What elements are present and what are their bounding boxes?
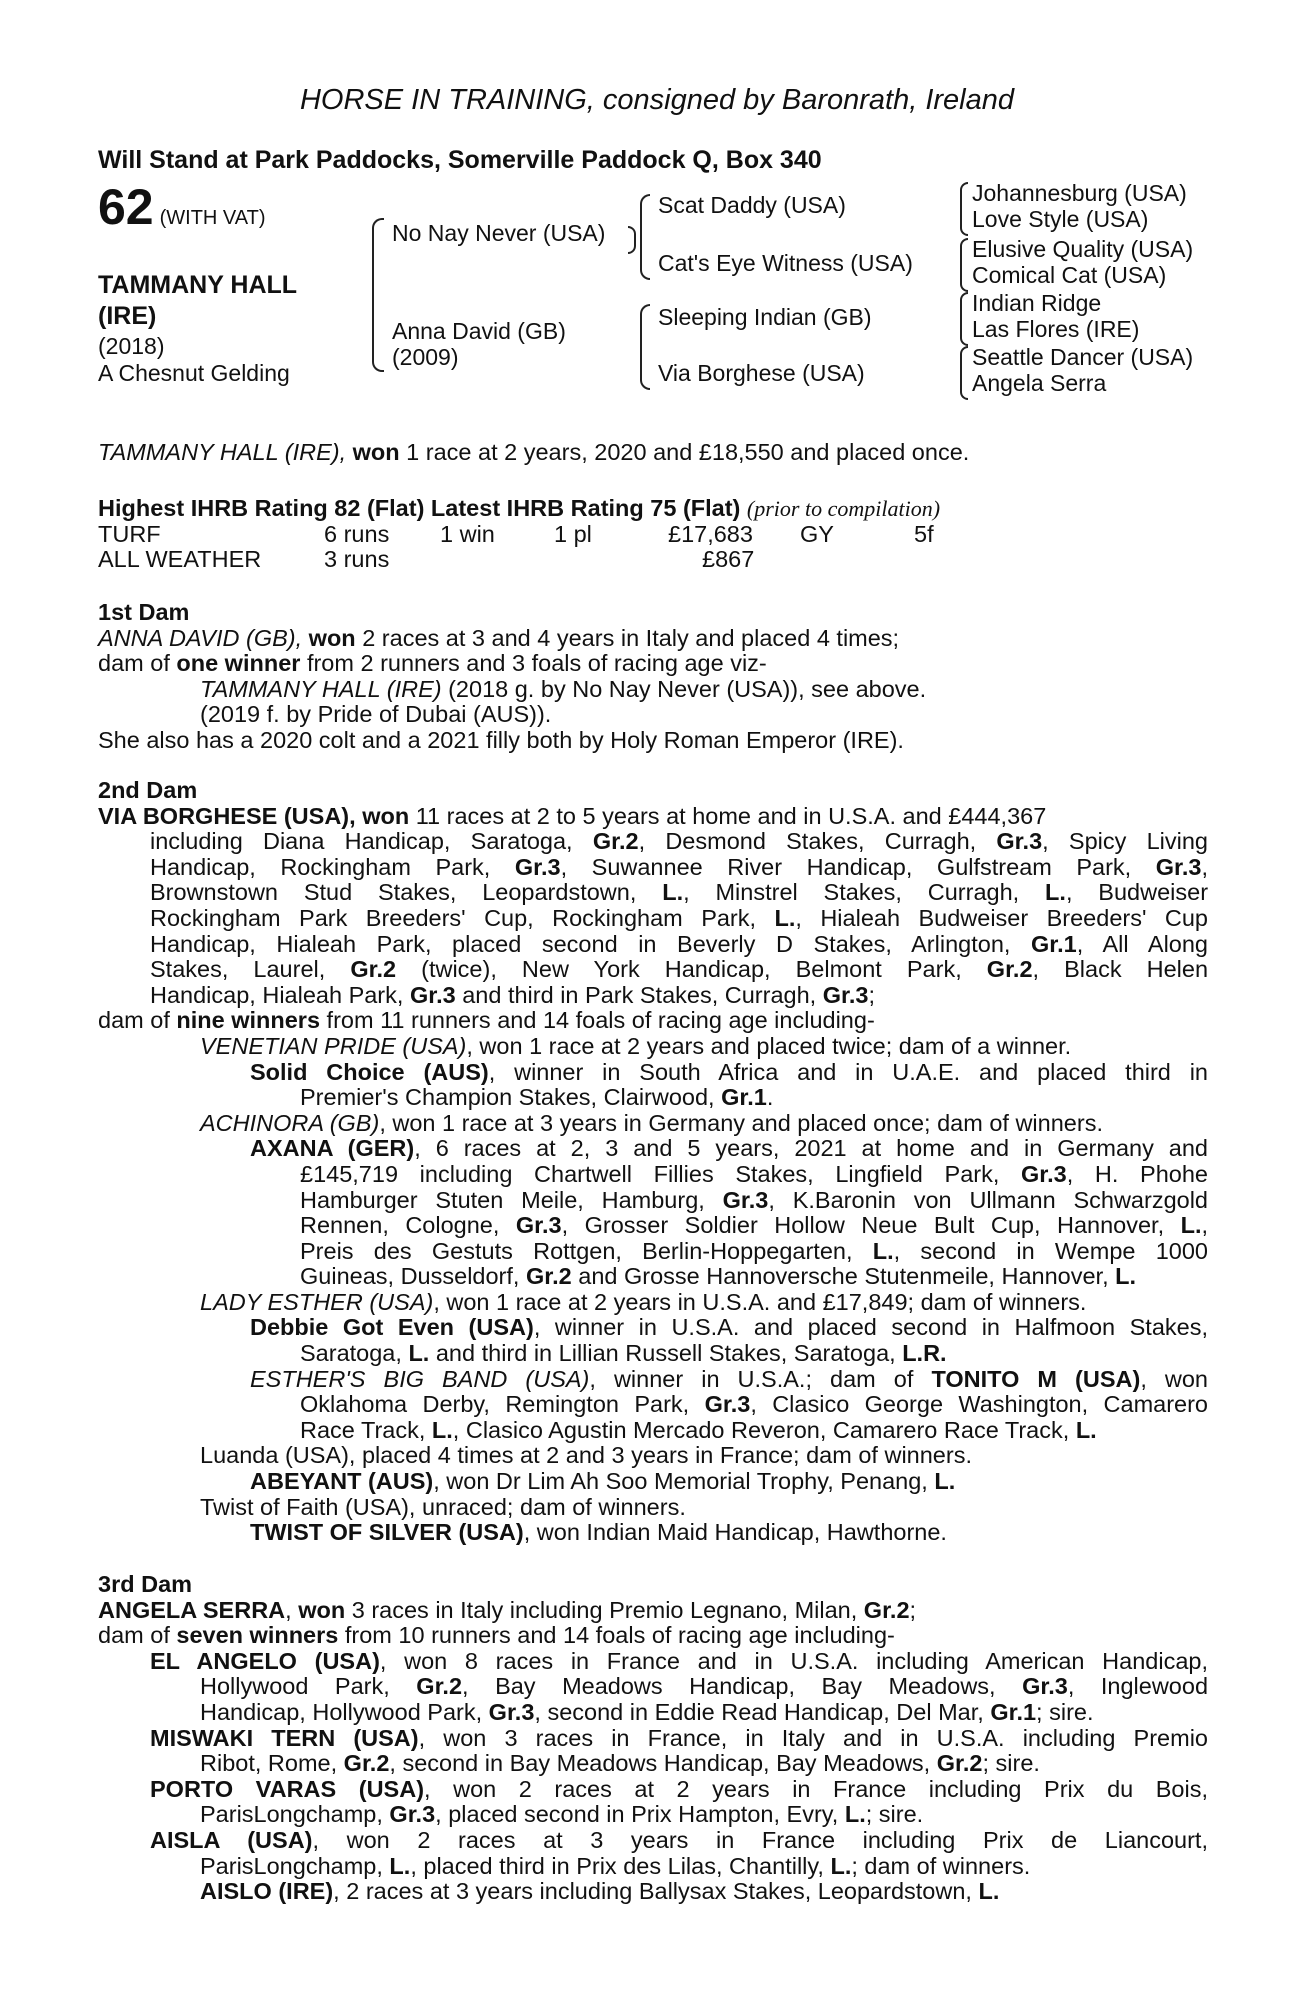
turf-placed: 1 pl: [554, 520, 592, 547]
race-summary: [98, 440, 1208, 466]
second-dam-line: Handicap, Hialeah Park, Gr.3 and third in Park Stakes, Curragh, Gr.3;: [150, 981, 875, 1008]
pedigree-dam-dam: Via Borghese (USA): [658, 360, 865, 386]
produce-tonito-cont: Race Track, L., Clasico Agustin Mercado Reveron, Camarero Race Track, L.: [300, 1416, 1097, 1443]
horse-description: A Chesnut Gelding: [98, 360, 290, 387]
pedigree-brace-main: [372, 218, 384, 372]
aw-label: ALL WEATHER: [98, 546, 262, 573]
pedigree-brace-g56: [960, 292, 968, 346]
summary-won: won: [352, 439, 400, 465]
produce-el-angelo: EL ANGELO (USA), won 8 races in France and in U.S.A. including American Handicap,: [150, 1647, 1208, 1674]
produce-luanda: Luanda (USA), placed 4 times at 2 and 3 years in France; dam of winners.: [200, 1442, 972, 1469]
produce-debbie-got-even: Debbie Got Even (USA), winner in U.S.A. and placed second in Halfmoon Stakes,: [250, 1314, 1208, 1341]
second-dam-line: Handicap, Rockingham Park, Gr.3, Suwannee River Handicap, Gulfstream Park, Gr.3,: [150, 853, 1209, 880]
turf-label: TURF: [98, 520, 161, 547]
produce-lady-esther: LADY ESTHER (USA), won 1 race at 2 years in U.S.A. and £17,849; dam of winners.: [200, 1288, 1087, 1315]
third-dam-produce-summary: dam of seven winners from 10 runners and 14 foals of racing age including-: [98, 1622, 895, 1649]
pedigree-dam: Anna David (GB): [392, 318, 566, 344]
pedigree-g8: Angela Serra: [972, 370, 1107, 396]
pedigree-dam-year: (2009): [392, 344, 459, 370]
produce-abeyant: ABEYANT (AUS), won Dr Lim Ah Soo Memorial Trophy, Penang, L.: [250, 1468, 956, 1495]
pedigree-brace-sire: [640, 194, 650, 280]
ratings-block: [98, 496, 1208, 573]
produce-axana-cont: Guineas, Dusseldorf, Gr.2 and Grosse Hannoversche Stutenmeile, Hannover, L.: [300, 1263, 1137, 1290]
first-dam-produce-detail: (2018 g. by No Nay Never (USA)), see above.: [448, 675, 927, 702]
second-dam-line: Stakes, Laurel, Gr.2 (twice), New York Handicap, Belmont Park, Gr.2, Black Helen: [150, 956, 1209, 983]
turf-earnings: £17,683: [668, 520, 753, 547]
produce-solid-choice: Solid Choice (AUS), winner in South Africa and in U.A.E. and placed third in: [250, 1058, 1208, 1085]
pedigree-g2: Love Style (USA): [972, 206, 1149, 232]
second-dam-section: [98, 778, 1208, 1546]
pedigree-g7: Seattle Dancer (USA): [972, 344, 1194, 370]
pedigree-sire: No Nay Never (USA): [392, 220, 606, 246]
turf-distance: 5f: [914, 520, 934, 547]
second-dam-line: Brownstown Stud Stakes, Leopardstown, L., Minstrel Stakes, Curragh, L., Budweiser: [150, 879, 1209, 906]
stand-location: Will Stand at Park Paddocks, Somerville Paddock Q, Box 340: [98, 146, 822, 174]
pedigree-dam-sire: Sleeping Indian (GB): [658, 304, 872, 330]
produce-aislo: AISLO (IRE), 2 races at 3 years including Ballysax Stakes, Leopardstown, L.: [200, 1878, 1000, 1905]
horse-name-line2: (IRE): [98, 302, 157, 331]
produce-tonito-cont: Oklahoma Derby, Remington Park, Gr.3, Clasico George Washington, Camarero: [300, 1391, 1209, 1418]
produce-axana: AXANA (GER), 6 races at 2, 3 and 5 years, 2021 at home and in Germany and: [250, 1135, 1209, 1162]
consignor-title: HORSE IN TRAINING, consigned by Baronrath, Ireland: [299, 84, 1014, 116]
second-dam-record: 11 races at 2 to 5 years at home and in U.S.A. and £444,367: [415, 802, 1047, 829]
second-dam-line: Rockingham Park Breeders' Cup, Rockingham Park, L., Hialeah Budweiser Breeders' Cup: [150, 904, 1208, 931]
second-dam-line: Handicap, Hialeah Park, placed second in Beverly D Stakes, Arlington, Gr.1, All Along: [150, 930, 1208, 957]
second-dam-produce-summary: dam of nine winners from 11 runners and 14 foals of racing age including-: [98, 1007, 875, 1034]
produce-aisla: AISLA (USA), won 2 races at 3 years in France including Prix de Liancourt,: [150, 1826, 1208, 1853]
second-dam-line: including Diana Handicap, Saratoga, Gr.2, Desmond Stakes, Curragh, Gr.3, Spicy Living: [150, 828, 1208, 855]
horse-name-line1: TAMMANY HALL: [98, 271, 298, 299]
produce-axana-cont: Hamburger Stuten Meile, Hamburg, Gr.3, K.Baronin von Ullmann Schwarzgold: [300, 1186, 1208, 1213]
first-dam-section: [98, 600, 1208, 754]
first-dam-dam-of: dam of: [98, 650, 170, 677]
produce-achinora: ACHINORA (GB), won 1 race at 3 years in Germany and placed once; dam of winners.: [200, 1109, 1103, 1136]
pedigree-sire-dam: Cat's Eye Witness (USA): [658, 250, 913, 276]
produce-porto-varas: PORTO VARAS (USA), won 2 races at 2 years in France including Prix du Bois,: [150, 1775, 1208, 1802]
pedigree-g1: Johannesburg (USA): [972, 180, 1187, 206]
summary-rest: 1 race at 2 years, 2020 and £18,550 and placed once.: [406, 439, 970, 465]
second-dam-heading: 2nd Dam: [98, 777, 198, 803]
pedigree-brace-g78: [960, 346, 968, 400]
first-dam-winners: one winner: [176, 650, 301, 677]
lot-number: 62: [98, 179, 154, 235]
pedigree-g4: Comical Cat (USA): [972, 262, 1167, 288]
first-dam-won: won: [308, 624, 356, 651]
first-dam-produce-2019: (2019 f. by Pride of Dubai (AUS)).: [200, 701, 552, 728]
produce-twist-of-silver: TWIST OF SILVER (USA), won Indian Maid Handicap, Hawthorne.: [250, 1519, 947, 1546]
horse-name: [98, 270, 338, 333]
first-dam-younger-stock: She also has a 2020 colt and a 2021 filly both by Holy Roman Emperor (IRE).: [98, 726, 904, 753]
aw-earnings: £867: [702, 546, 755, 573]
first-dam-record: 2 races at 3 and 4 years in Italy and placed 4 times;: [362, 624, 900, 651]
produce-venetian-pride: VENETIAN PRIDE (USA), won 1 race at 2 years and placed twice; dam of a winner.: [200, 1032, 1072, 1059]
third-dam-section: [98, 1572, 1208, 1905]
summary-horse-name: TAMMANY HALL (IRE),: [98, 439, 347, 465]
produce-axana-cont: Preis des Gestuts Rottgen, Berlin-Hoppegarten, L., second in Wempe 1000: [300, 1237, 1208, 1264]
horse-year: (2018): [98, 332, 165, 359]
pedigree-brace-g34: [960, 238, 968, 292]
turf-going: GY: [800, 520, 834, 547]
first-dam-foals: from 2 runners and 3 foals of racing age viz-: [306, 650, 767, 677]
pedigree-sire-sire: Scat Daddy (USA): [658, 192, 846, 218]
produce-axana-cont: Rennen, Cologne, Gr.3, Grosser Soldier Hollow Neue Bult Cup, Hannover, L.,: [300, 1212, 1209, 1239]
second-dam-won: won: [362, 802, 410, 829]
pedigree-brace-g12: [960, 182, 968, 236]
third-dam-heading: 3rd Dam: [98, 1571, 193, 1597]
produce-twist-of-faith: Twist of Faith (USA), unraced; dam of winners.: [200, 1493, 686, 1520]
ratings-text: Highest IHRB Rating 82 (Flat) Latest IHRB Rating 75 (Flat): [98, 495, 741, 521]
produce-esthers-big-band: ESTHER'S BIG BAND (USA), winner in U.S.A.; dam of TONITO M (USA), won: [250, 1365, 1208, 1392]
first-dam-name: ANNA DAVID (GB),: [98, 624, 303, 651]
third-dam-record: ANGELA SERRA, won 3 races in Italy including Premio Legnano, Milan, Gr.2;: [98, 1596, 917, 1623]
turf-wins: 1 win: [440, 520, 495, 547]
produce-porto-varas-cont: ParisLongchamp, Gr.3, placed second in Prix Hampton, Evry, L.; sire.: [200, 1801, 924, 1828]
first-dam-heading: 1st Dam: [98, 599, 190, 625]
pedigree-brace-sire-r: [628, 226, 636, 254]
pedigree-g5: Indian Ridge: [972, 290, 1102, 316]
vat-label: (WITH VAT): [159, 207, 266, 229]
produce-axana-cont: £145,719 including Chartwell Fillies Stakes, Lingfield Park, Gr.3, H. Phohe: [300, 1160, 1209, 1187]
ratings-note: (prior to compilation): [746, 496, 941, 521]
produce-miswaki-tern-cont: Ribot, Rome, Gr.2, second in Bay Meadows Handicap, Bay Meadows, Gr.2; sire.: [200, 1750, 1040, 1777]
produce-el-angelo-cont: Hollywood Park, Gr.2, Bay Meadows Handicap, Bay Meadows, Gr.3, Inglewood: [200, 1673, 1209, 1700]
first-dam-produce-name: TAMMANY HALL (IRE): [200, 675, 442, 702]
second-dam-name: VIA BORGHESE (USA),: [98, 802, 356, 829]
produce-aisla-cont: ParisLongchamp, L., placed third in Prix des Lilas, Chantilly, L.; dam of winners.: [200, 1852, 1031, 1879]
produce-el-angelo-cont: Handicap, Hollywood Park, Gr.3, second in Eddie Read Handicap, Del Mar, Gr.1; sire.: [200, 1698, 1094, 1725]
pedigree-g3: Elusive Quality (USA): [972, 236, 1194, 262]
produce-debbie-got-even-cont: Saratoga, L. and third in Lillian Russell Stakes, Saratoga, L.R.: [300, 1340, 947, 1367]
produce-miswaki-tern: MISWAKI TERN (USA), won 3 races in France, in Italy and in U.S.A. including Premio: [150, 1724, 1208, 1751]
turf-runs: 6 runs: [324, 520, 390, 547]
lot-block: [98, 179, 368, 388]
turf-row: [98, 522, 1208, 548]
pedigree-brace-dam: [640, 304, 650, 390]
produce-solid-choice-cont: Premier's Champion Stakes, Clairwood, Gr.1.: [300, 1084, 774, 1111]
pedigree-g6: Las Flores (IRE): [972, 316, 1140, 342]
aw-row: [98, 547, 1208, 573]
aw-runs: 3 runs: [324, 546, 390, 573]
